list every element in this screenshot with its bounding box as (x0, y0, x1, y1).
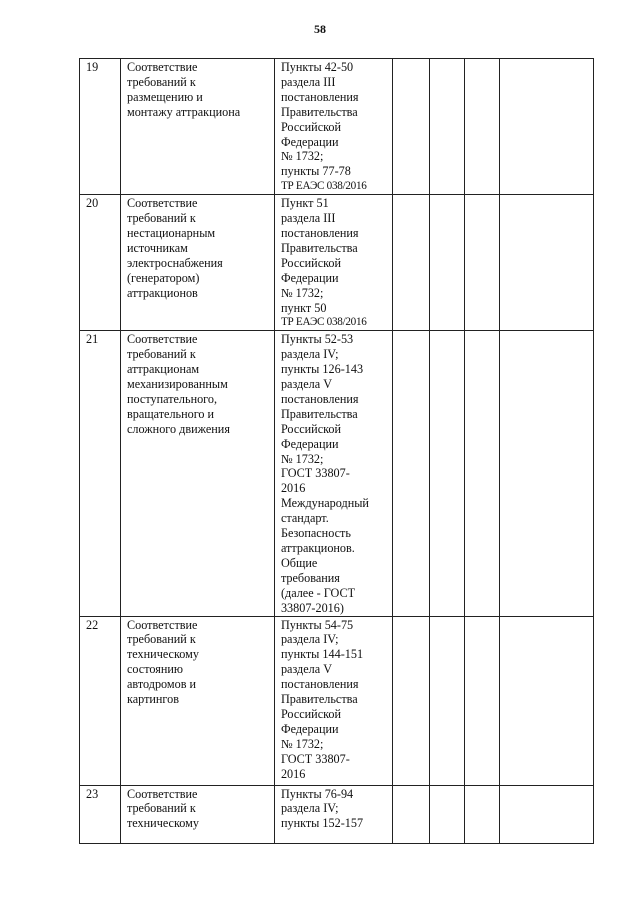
empty-cell (393, 785, 430, 843)
reference-line: пункты 77-78 (280, 164, 351, 179)
reference-line: Пункты 76-94 (280, 786, 354, 801)
row-number: 20 (80, 195, 121, 331)
requirement-cell (120, 59, 274, 195)
reference-cell (274, 331, 393, 616)
requirement-line: требований к (126, 211, 196, 226)
reference-line: раздела IV; (280, 632, 339, 647)
reference-line: Федерации (280, 270, 339, 285)
empty-cell (499, 195, 593, 331)
reference-line: раздела V (280, 662, 332, 677)
reference-line: пункт 50 (280, 300, 327, 315)
reference-line: раздела IV; (280, 347, 339, 362)
requirement-cell (120, 616, 274, 785)
requirement-line: аттракционов (126, 285, 198, 300)
requirements-table-body (80, 59, 594, 844)
reference-line: раздела V (280, 377, 332, 392)
reference-line: Пункты 52-53 (280, 332, 354, 347)
empty-cell (430, 195, 465, 331)
reference-line: 2016 (280, 766, 306, 781)
requirement-line: поступательного, (126, 391, 218, 406)
empty-cell (430, 616, 465, 785)
reference-line: Российской (280, 706, 342, 721)
reference-line: ТР ЕАЭС 038/2016 (280, 180, 367, 193)
reference-line: постановления (280, 391, 359, 406)
requirement-line: Соответствие (126, 786, 198, 801)
requirement-cell (120, 331, 274, 616)
reference-line: № 1732; (280, 736, 324, 751)
requirement-line: техническому (126, 816, 199, 831)
requirement-line: электроснабжения (126, 255, 223, 270)
empty-cell (430, 59, 465, 195)
table-row (80, 616, 594, 785)
empty-cell (499, 59, 593, 195)
reference-line: постановления (280, 225, 359, 240)
table-row (80, 195, 594, 331)
reference-line: Правительства (280, 692, 358, 707)
reference-line: раздела III (280, 211, 336, 226)
requirement-line: Соответствие (126, 332, 198, 347)
requirement-line: картингов (126, 692, 179, 707)
requirement-line: требований к (126, 347, 196, 362)
row-number: 19 (80, 59, 121, 195)
reference-line: ГОСТ 33807- (280, 466, 350, 481)
table-row (80, 331, 594, 616)
requirement-line: состоянию (126, 662, 183, 677)
row-number: 23 (80, 785, 121, 843)
page-number: 58 (314, 22, 326, 36)
reference-line: Пункт 51 (280, 196, 329, 211)
reference-line: 2016 (280, 481, 306, 496)
empty-cell (465, 59, 499, 195)
empty-cell (430, 331, 465, 616)
requirement-cell (120, 195, 274, 331)
requirement-line: Соответствие (126, 60, 198, 74)
reference-line: раздела III (280, 74, 336, 89)
reference-line: Российской (280, 421, 342, 436)
empty-cell (393, 195, 430, 331)
empty-cell (499, 331, 593, 616)
reference-line: Федерации (280, 134, 339, 149)
reference-line: постановления (280, 677, 359, 692)
reference-cell (274, 785, 393, 843)
reference-line: пункты 126-143 (280, 362, 364, 377)
reference-cell (274, 59, 393, 195)
reference-line: № 1732; (280, 451, 324, 466)
reference-line: аттракционов. (280, 541, 355, 555)
requirement-line: требований к (126, 74, 196, 89)
requirement-line: Соответствие (126, 196, 198, 211)
requirement-line: техническому (126, 647, 199, 662)
reference-line: Пункты 54-75 (280, 617, 354, 632)
requirement-line: размещению и (126, 89, 203, 104)
reference-line: стандарт. (280, 511, 329, 526)
reference-line: пункты 144-151 (280, 647, 364, 662)
reference-cell (274, 195, 393, 331)
empty-cell (499, 785, 593, 843)
row-number: 22 (80, 616, 121, 785)
row-number: 21 (80, 331, 121, 616)
reference-line: № 1732; (280, 149, 324, 164)
empty-cell (430, 785, 465, 843)
requirements-table (79, 58, 594, 844)
requirement-line: сложного движения (126, 421, 230, 436)
requirement-line: монтажу аттракциона (126, 104, 241, 119)
requirement-line: требований к (126, 801, 196, 816)
reference-line: № 1732; (280, 285, 324, 300)
empty-cell (465, 195, 499, 331)
reference-line: Международный (280, 496, 369, 511)
reference-line: Российской (280, 119, 342, 134)
empty-cell (393, 331, 430, 616)
reference-line: 33807-2016) (280, 600, 344, 615)
empty-cell (393, 616, 430, 785)
reference-line: требования (280, 570, 340, 585)
empty-cell (393, 59, 430, 195)
empty-cell (499, 616, 593, 785)
empty-cell (465, 331, 499, 616)
requirement-line: требований к (126, 632, 196, 647)
empty-cell (465, 616, 499, 785)
requirement-line: автодромов и (126, 677, 197, 692)
reference-cell (274, 616, 393, 785)
requirement-cell (120, 785, 274, 843)
reference-line: Безопасность (280, 526, 351, 541)
reference-line: Пункты 42-50 (280, 60, 354, 74)
reference-line: (далее - ГОСТ (280, 585, 356, 600)
requirement-line: аттракционам (126, 362, 200, 377)
reference-line: ТР ЕАЭС 038/2016 (280, 316, 367, 329)
requirement-line: Соответствие (126, 617, 198, 632)
reference-line: раздела IV; (280, 801, 339, 816)
reference-line: ГОСТ 33807- (280, 751, 350, 766)
reference-line: пункты 152-157 (280, 816, 364, 831)
empty-cell (465, 785, 499, 843)
reference-line: Федерации (280, 436, 339, 451)
requirement-line: механизированным (126, 377, 228, 392)
table-row (80, 59, 594, 195)
reference-line: Правительства (280, 240, 358, 255)
reference-line: Правительства (280, 104, 358, 119)
reference-line: Российской (280, 255, 342, 270)
requirement-line: (генератором) (126, 270, 200, 285)
reference-line: Правительства (280, 406, 358, 421)
requirement-line: нестационарным (126, 225, 216, 240)
table-row (80, 785, 594, 843)
requirement-line: источникам (126, 240, 188, 255)
reference-line: Федерации (280, 721, 339, 736)
requirement-line: вращательного и (126, 406, 215, 421)
reference-line: постановления (280, 89, 359, 104)
reference-line: Общие (280, 555, 318, 570)
